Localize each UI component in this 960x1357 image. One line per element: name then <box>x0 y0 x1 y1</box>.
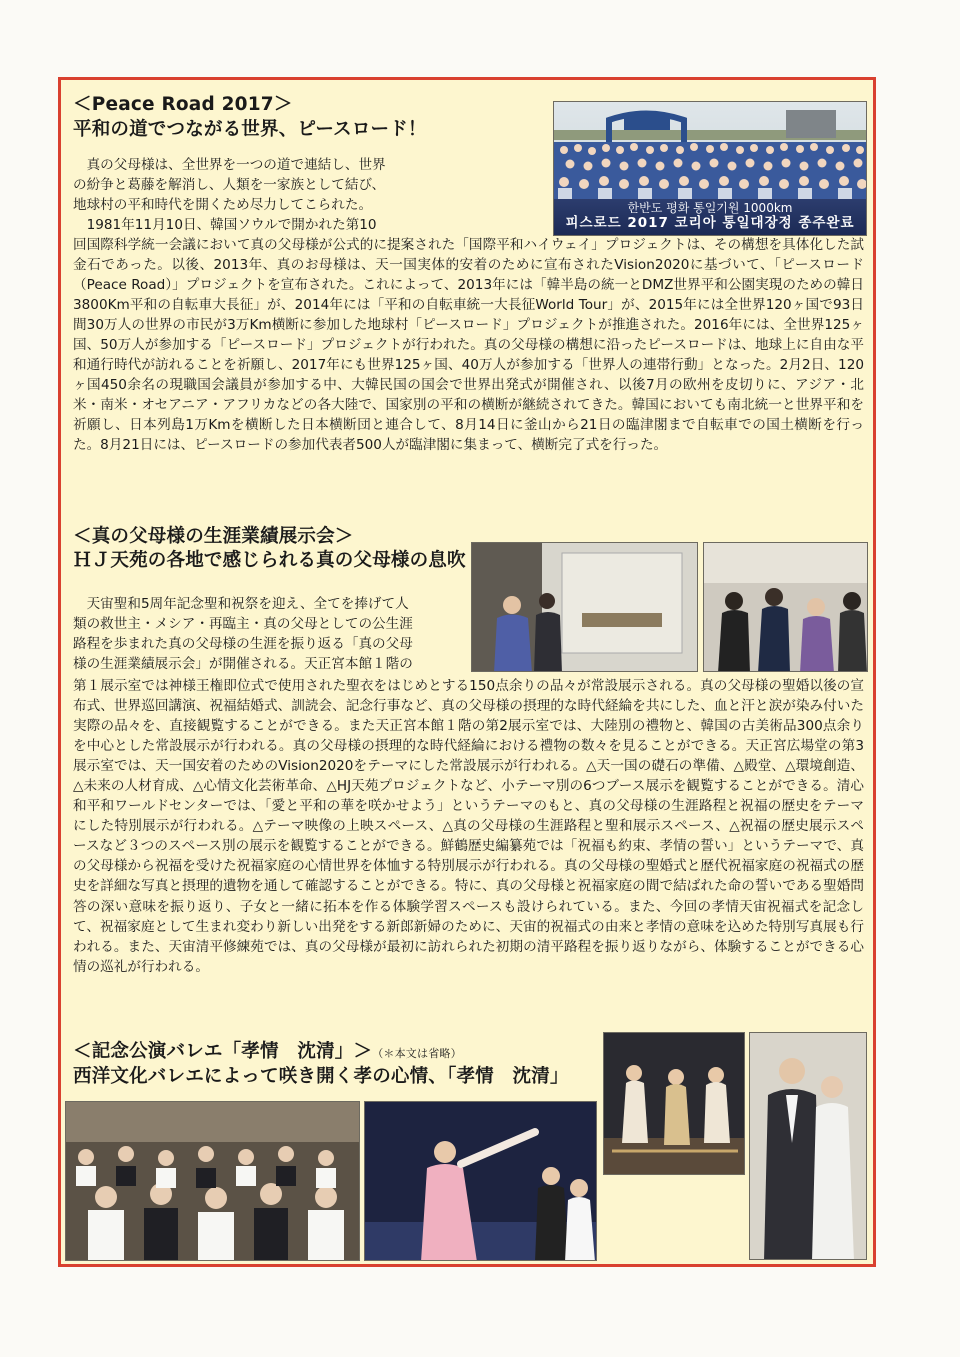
newsletter-frame <box>58 77 876 1267</box>
section2-intro <box>73 594 467 674</box>
section1-subheading: 平和の道でつながる世界、ピースロード！ <box>73 119 427 140</box>
section1-intro-line: の紛争と葛藤を解消し、人類を一家族として結び、 <box>73 177 386 194</box>
exhibition-image-2 <box>704 543 868 672</box>
peace-road-group-photo <box>553 101 867 236</box>
section1-heading: ＜Peace Road 2017＞ <box>73 94 293 115</box>
section2-intro-line: 類の救世主・メシア・再臨主・真の父母としての公生涯 <box>73 616 413 633</box>
couple-image <box>750 1033 867 1260</box>
section2-subheading: ＨＪ天苑の各地で感じられる真の父母様の息吹 <box>73 550 466 571</box>
stage-blessing-image <box>365 1102 597 1261</box>
section3-subheading: 西洋文化バレエによって咲き開く孝の心情、「孝情 沈清」 <box>73 1066 569 1087</box>
ballet-photo <box>603 1032 745 1175</box>
section3-note: （＊本文は省略） <box>372 1047 462 1060</box>
section2-heading: ＜真の父母様の生涯業績展示会＞ <box>73 526 354 547</box>
section3-heading <box>73 1040 462 1066</box>
true-mother-blessing-photo <box>364 1101 597 1261</box>
peace-road-banner <box>554 199 866 235</box>
blessing-ceremony-photo <box>65 1101 360 1261</box>
section1-intro-line: 真の父母様は、全世界を一つの道で連結し、世界 <box>73 157 386 173</box>
section2-intro-line: 様の生涯業績展示会」が開催される。天正宮本館１階の <box>73 656 413 673</box>
true-parents-photo <box>749 1032 867 1260</box>
section1-intro-line: 地球村の平和時代を開くため尽力してこられた。 <box>73 197 373 214</box>
exhibition-photo-2 <box>703 542 868 672</box>
exhibition-image-1 <box>472 543 698 672</box>
blessing-crowd-image <box>66 1102 360 1261</box>
exhibition-photo-1 <box>471 542 698 672</box>
ballet-image <box>604 1033 745 1175</box>
banner-caption-bottom: 피스로드 2017 코리아 통일대장정 종주완료 <box>565 215 855 231</box>
banner-caption-top: 한반도 평화 통일기원 1000km <box>627 201 793 215</box>
section1-body: 回国際科学統一会議において真の父母様が公式的に提案された「国際平和ハイウェイ」プロジェクトは、その構想を具体化した試金石であった。以後、2013年、真のお母様は、天一国実体的安着のために宣布されたVision2020に基づいて、「ピースロード（Peace Road）」プロジェクトを宣布された。これによって、2013年には「韓半島の統一とDMZ世界平和公園実現のための韓日3800Km平和の自転車大長征」が、2014年には「平和の自転車統一大長征World Tour」が、2015年には全世界120ヶ国で93日間30万人の世界の市民が3万Km横断に参加した地球村「ピースロード」プロジェクトが推進された。2016年には、全世界125ヶ国、50万人が参加する「ピースロード」プロジェクトが行われた。真の父母様の構想に沿ったピースロードは、地球上に自由な平和通行時代が訪れることを祈願し、2017年にも世界125ヶ国、40万人が参加する「世界人の連帯行動」となった。2月2日、120ヶ国450余名の現職国会議員が参加する中、大韓民国の国会で世界出発式が開催され、以後7月の欧州を皮切りに、アジア・北米・南米・オセアニア・アフリカなどの各大陸で、国家別の平和の横断が継続されてきた。韓国においても南北統一と世界平和を祈願し、日本列島1万Kmを横断した日本横断団と連合して、8月14日に釜山から21日の臨津閣まで自転車での国土横断を行った。8月21日には、ピースロードの参加代表者500人が臨津閣に集まって、横断完了式を行った。 <box>73 237 864 454</box>
section1-intro-line: 1981年11月10日、韓国ソウルで開かれた第10 <box>73 217 377 234</box>
section3-heading-text: ＜記念公演バレエ「孝情 沈清」＞ <box>73 1041 373 1062</box>
section1-intro <box>73 155 433 235</box>
section2-intro-line: 路程を歩まれた真の父母様の生涯を振り返る「真の父母 <box>73 636 413 653</box>
section2-intro-line: 天宙聖和5周年記念聖和祝祭を迎え、全てを捧げて人 <box>73 596 409 612</box>
section2-body: 第１展示室では神様王権即位式で使用された聖衣をはじめとする150点余りの品々が常設展示される。真の父母様の聖婚以後の宣布式、世界巡回講演、祝福結婚式、訓読会、記念行事など、真の父母様の摂理的な時代経綸を共にした、血と汗と涙が染み付いた実際の品々を、直接観覧することができる。また天正宮本館１階の第2展示室では、大陸別の禮物と、韓国の古美術品300点余りを中心とした常設展示が行われる。真の父母様の摂理的な時代経綸における禮物の数々を見ることができる。天正宮広場堂の第3展示室では、天一国安着のためのVision2020をテーマにした常設展示が行われる。△天一国の礎石の準備、△殿堂、△環境創造、△未来の人材育成、△心情文化芸術革命、△HJ天苑プロジェクトなど、小テーマ別の6つブース展示を観覧することができる。清心和平和ワールドセンターでは、「愛と平和の華を咲かせよう」というテーマのもと、真の父母様の生涯路程と祝福の歴史をテーマにした特別展示が行われる。△テーマ映像の上映スペース、△真の父母様の生涯路程と聖和展示スペース、△祝福の歴史展示スペースなど３つのスペース別の展示を観覧することができる。鮮鶴歴史編纂苑では「祝福も約束、孝情の誓い」というテーマで、真の父母様から祝福を受けた祝福家庭の心情世界を体恤する特別展示が行われる。真の父母様の聖婚式と歴代祝福家庭の祝福式の歴史を詳細な写真と摂理的遺物を通して確認することができる。特に、真の父母様と祝福家庭の間で結ばれた命の誓いである聖婚問答の深い意味を振り返り、子女と一緒に拓本を作る体験学習スペースも設けられている。また、今回の孝情天宙祝福式を記念して、祝福家庭として生まれ変わり新しい出発をする新郎新婦のために、天宙的祝福式の由来と孝情の意味を込めた特別写真展も行われる。また、天宙清平修練苑では、真の父母様が最初に訪れられた初期の清平路程を振り返りながら、体験することができる心情の巡礼が行われる。 <box>73 678 864 975</box>
